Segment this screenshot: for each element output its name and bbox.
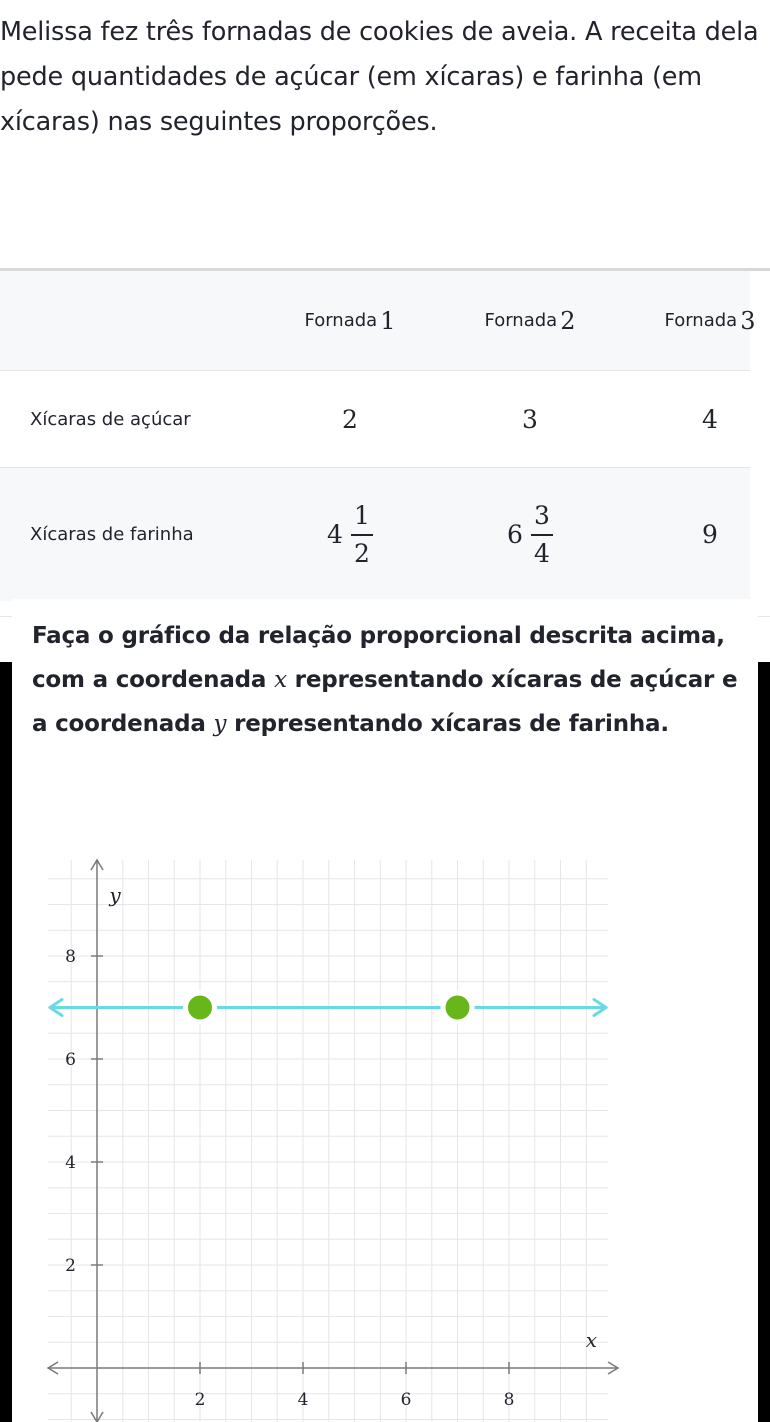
question-part-3: representando xícaras de farinha. [234, 711, 669, 737]
column-header-label: Fornada [664, 310, 738, 331]
x-tick-label: 4 [297, 1390, 309, 1410]
fraction-numerator: 1 [354, 500, 370, 530]
question-part-1: Faça o gráfico da relação proporcional descrita acima, com a coordenada [32, 623, 725, 693]
x-tick-label: 6 [400, 1390, 412, 1410]
fraction-denominator: 4 [534, 538, 550, 568]
y-axis-label: y [109, 883, 121, 908]
sugar-batch-3: 4 [702, 404, 718, 434]
column-header-number: 2 [560, 306, 576, 335]
flour-batch-3: 9 [702, 520, 718, 549]
row-label-flour: Xícaras de farinha [30, 524, 194, 545]
mixed-whole: 6 [507, 520, 523, 549]
y-tick-label: 6 [65, 1050, 76, 1070]
y-tick-label: 4 [65, 1153, 76, 1173]
variable-y: y [213, 711, 227, 737]
column-header-number: 3 [740, 306, 756, 335]
sugar-batch-1: 2 [342, 404, 358, 434]
sugar-batch-2: 3 [522, 404, 538, 434]
x-tick-label: 2 [194, 1390, 206, 1410]
question-part-2: representando xícaras de açúcar e a coordenada [32, 667, 738, 737]
draggable-point-1[interactable] [188, 996, 212, 1020]
column-header-number: 1 [380, 306, 396, 335]
y-tick-label: 8 [65, 947, 76, 967]
grid [48, 860, 608, 1422]
column-header-label: Fornada [304, 310, 378, 331]
x-tick-label: 8 [503, 1390, 515, 1410]
fraction-numerator: 3 [534, 500, 550, 530]
draggable-point-2[interactable] [446, 996, 470, 1020]
problem-intro: Melissa fez três fornadas de cookies de aveia. A receita dela pede quantidades de açúcar (em xícaras) e farinha (em xícaras) nas seguintes proporções. [0, 17, 759, 137]
y-tick-label: 2 [65, 1256, 76, 1276]
axes [48, 860, 618, 1422]
line-layer[interactable] [50, 1000, 606, 1016]
variable-x: x [274, 667, 287, 693]
row-label-sugar: Xícaras de açúcar [30, 408, 191, 430]
mixed-whole: 4 [327, 520, 343, 549]
fraction-denominator: 2 [354, 538, 370, 568]
column-header-label: Fornada [484, 310, 558, 331]
x-axis-label: x [585, 1328, 598, 1352]
